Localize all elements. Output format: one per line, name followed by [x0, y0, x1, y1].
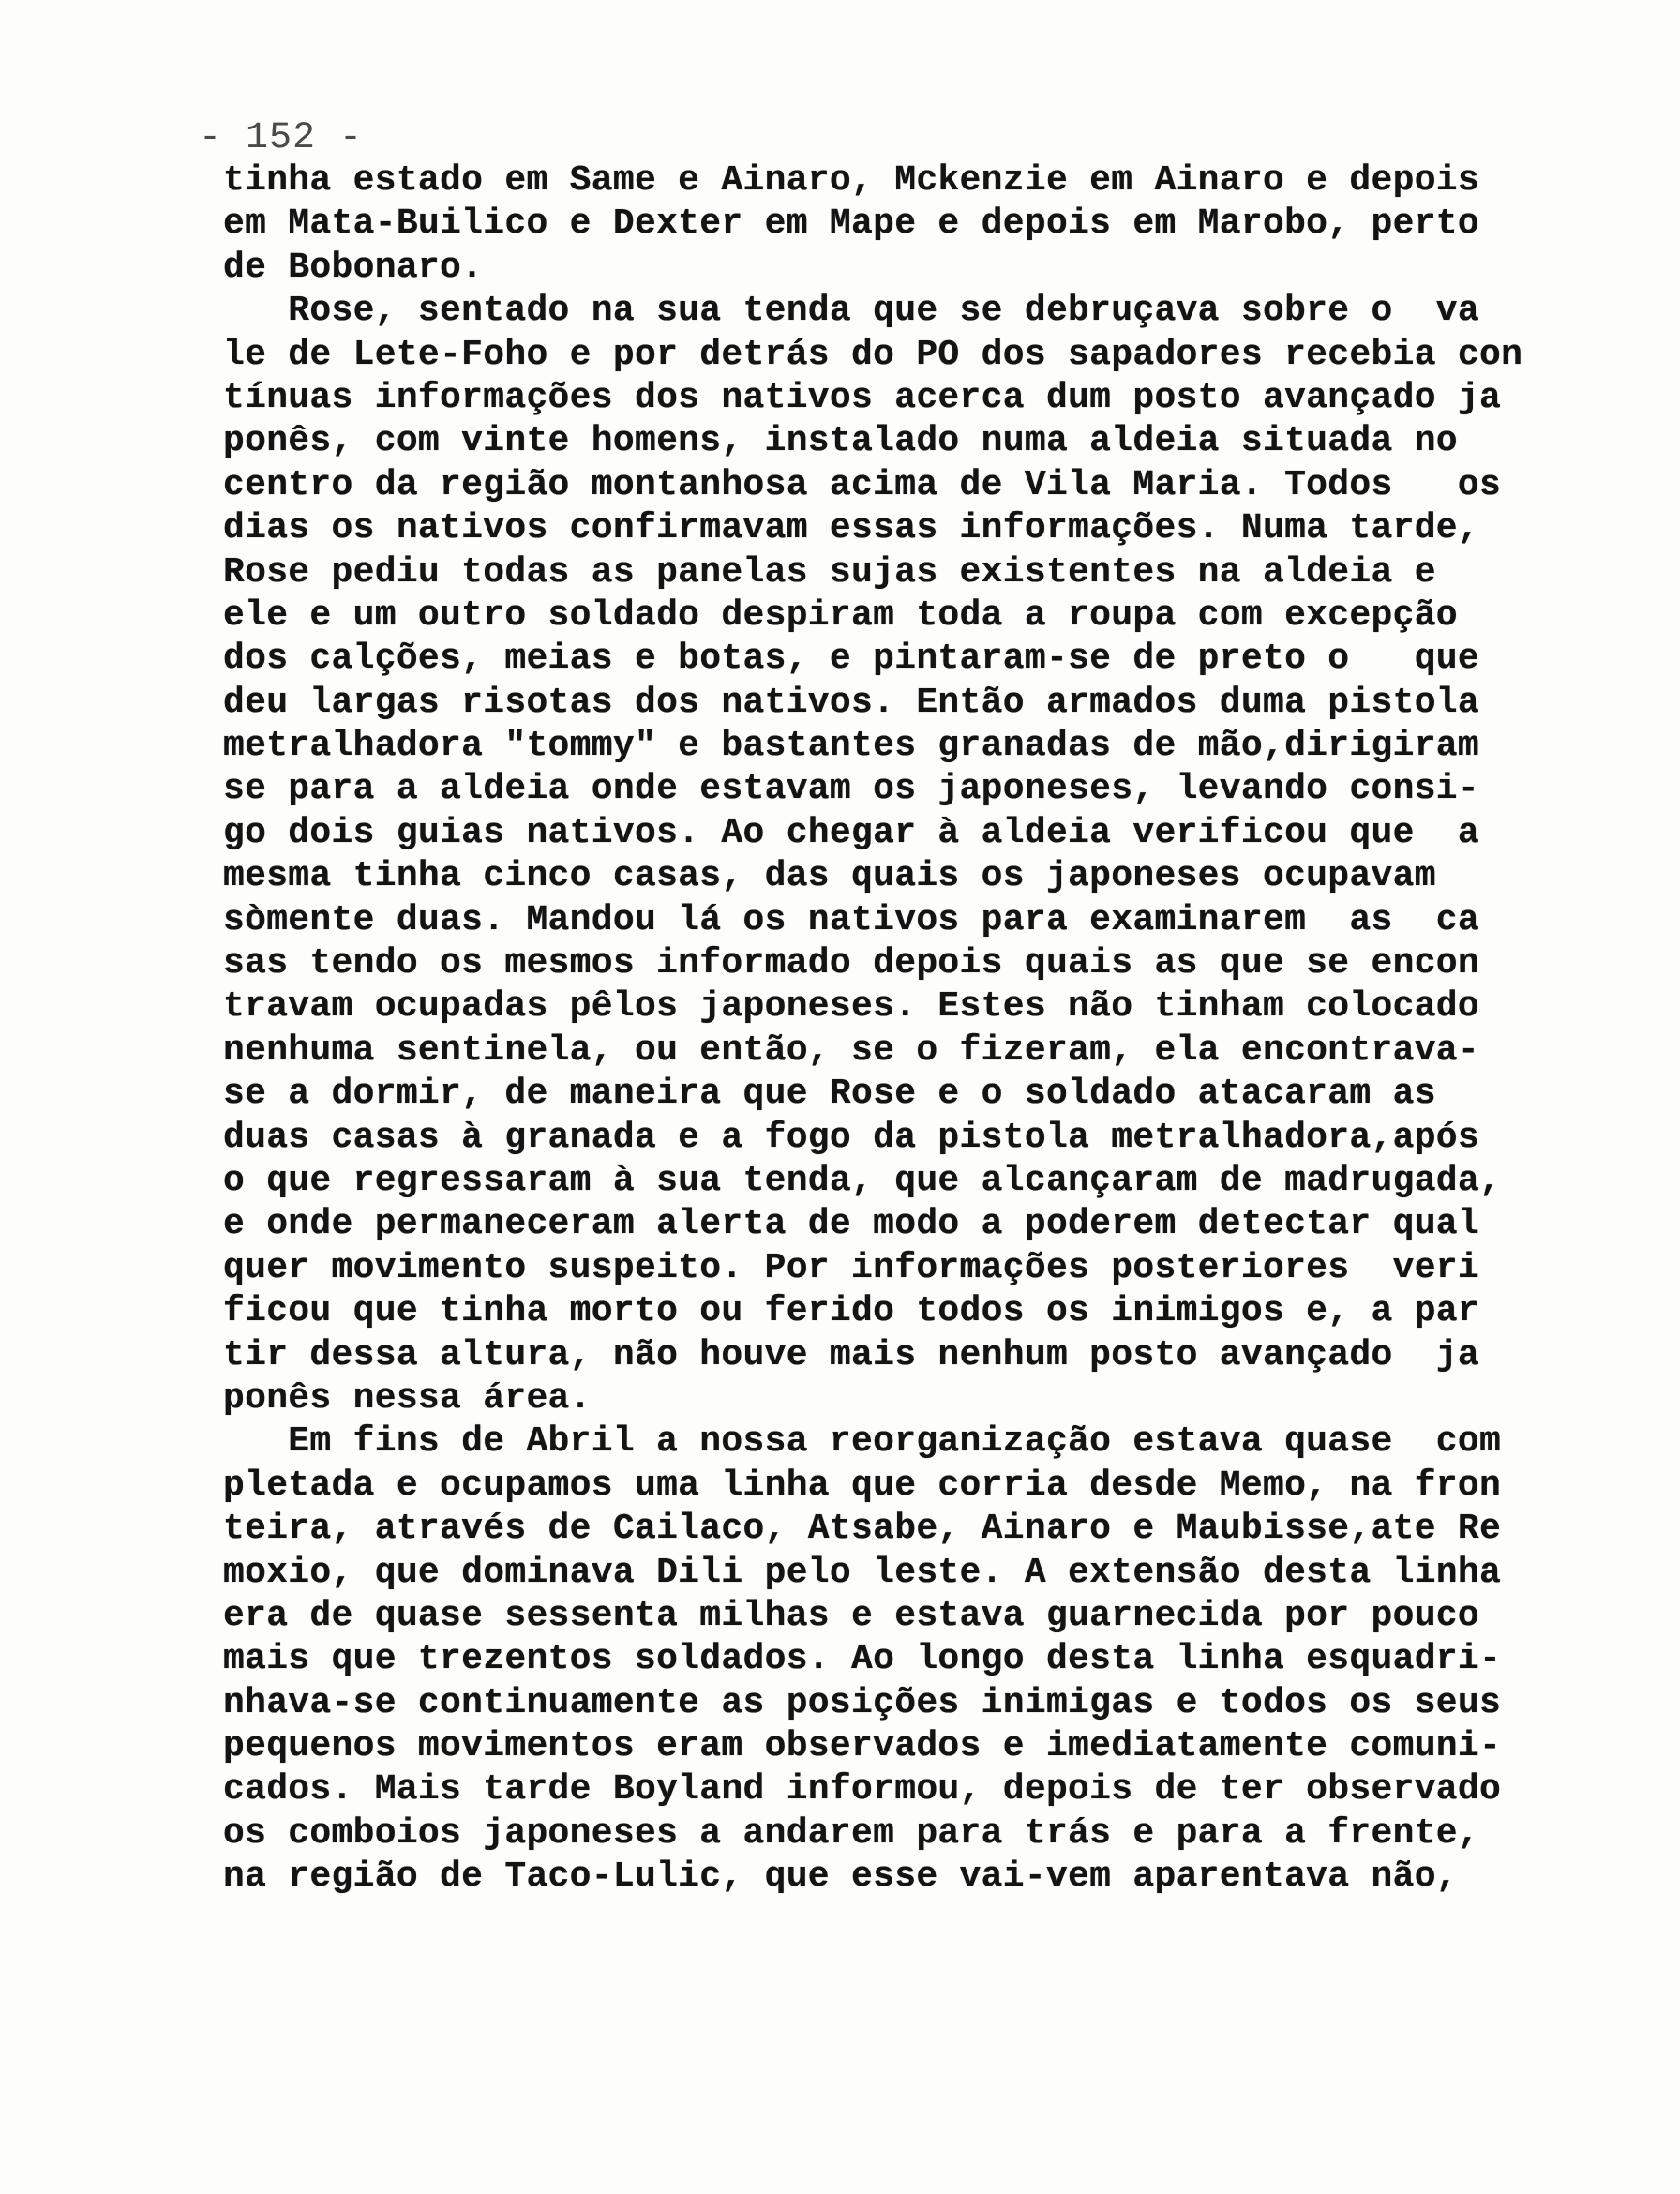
text-line: quer movimento suspeito. Por informações posteriores veri [223, 1247, 1480, 1288]
text-line: duas casas à granada e a fogo da pistola metralhadora,após [223, 1117, 1480, 1158]
text-line: e onde permaneceram alerta de modo a poderem detectar qual [223, 1204, 1480, 1245]
text-line: dias os nativos confirmavam essas informações. Numa tarde, [223, 508, 1480, 549]
text-line: sòmente duas. Mandou lá os nativos para examinarem as ca [223, 899, 1480, 940]
text-line: deu largas risotas dos nativos. Então armados duma pistola [223, 682, 1480, 723]
text-line: tinha estado em Same e Ainaro, Mckenzie em Ainaro e depois [223, 160, 1480, 201]
text-line: go dois guias nativos. Ao chegar à aldeia verificou que a [223, 812, 1480, 853]
text-line: em Mata-Builico e Dexter em Mape e depois em Marobo, perto [223, 203, 1480, 245]
text-line: travam ocupadas pêlos japoneses. Estes não tinham colocado [223, 986, 1480, 1028]
paragraph [223, 159, 1611, 290]
text-line: metralhadora "tommy" e bastantes granadas de mão,dirigiram [223, 726, 1480, 767]
text-line: os comboios japoneses a andarem para trás e para a frente, [223, 1812, 1480, 1854]
text-line: centro da região montanhosa acima de Vila Maria. Todos os [223, 464, 1502, 505]
text-line: tínuas informações dos nativos acerca dum posto avançado ja [223, 377, 1502, 418]
text-line: se para a aldeia onde estavam os japoneses, levando consi- [223, 769, 1480, 810]
page-number: - 152 - [199, 117, 364, 159]
text-line: le de Lete-Foho e por detrás do PO dos sapadores recebia con [223, 334, 1523, 375]
paragraph [223, 290, 1611, 1420]
text-line: de Bobonaro. [223, 247, 484, 288]
text-line: ponês, com vinte homens, instalado numa aldeia situada no [223, 421, 1458, 462]
text-line: moxio, que dominava Dili pelo leste. A extensão desta linha [223, 1552, 1502, 1593]
text-line: Em fins de Abril a nossa reorganização estava quase com [223, 1421, 1502, 1463]
text-line: nenhuma sentinela, ou então, se o fizeram, ela encontrava- [223, 1029, 1480, 1071]
paragraph [223, 1420, 1611, 1899]
text-line: ele e um outro soldado despiram toda a roupa com excepção [223, 594, 1458, 636]
text-line: nhava-se continuamente as posições inimigas e todos os seus [223, 1682, 1502, 1723]
text-line: tir dessa altura, não houve mais nenhum posto avançado ja [223, 1334, 1480, 1375]
text-line: teira, através de Cailaco, Atsabe, Ainaro e Maubisse,ate Re [223, 1509, 1502, 1550]
text-line: sas tendo os mesmos informado depois quais as que se encon [223, 943, 1480, 984]
text-line: pletada e ocupamos uma linha que corria desde Memo, na fron [223, 1465, 1502, 1506]
text-line: na região de Taco-Lulic, que esse vai-vem aparentava não, [223, 1856, 1458, 1898]
text-line: Rose, sentado na sua tenda que se debruçava sobre o va [223, 291, 1480, 332]
text-line: ficou que tinha morto ou ferido todos os inimigos e, a par [223, 1291, 1480, 1332]
text-line: Rose pediu todas as panelas sujas existentes na aldeia e [223, 551, 1436, 593]
text-line: se a dormir, de maneira que Rose e o soldado atacaram as [223, 1074, 1436, 1115]
text-line: pequenos movimentos eram observados e imediatamente comuni- [223, 1726, 1502, 1767]
text-line: era de quase sessenta milhas e estava guarnecida por pouco [223, 1595, 1480, 1636]
text-line: cados. Mais tarde Boyland informou, depois de ter observado [223, 1769, 1502, 1811]
text-line: mais que trezentos soldados. Ao longo desta linha esquadri- [223, 1639, 1502, 1680]
text-line: ponês nessa área. [223, 1377, 592, 1419]
body-text [223, 159, 1611, 1900]
text-line: mesma tinha cinco casas, das quais os japoneses ocupavam [223, 856, 1436, 897]
text-line: o que regressaram à sua tenda, que alcançaram de madrugada, [223, 1160, 1502, 1201]
text-line: dos calções, meias e botas, e pintaram-se de preto o que [223, 639, 1480, 680]
